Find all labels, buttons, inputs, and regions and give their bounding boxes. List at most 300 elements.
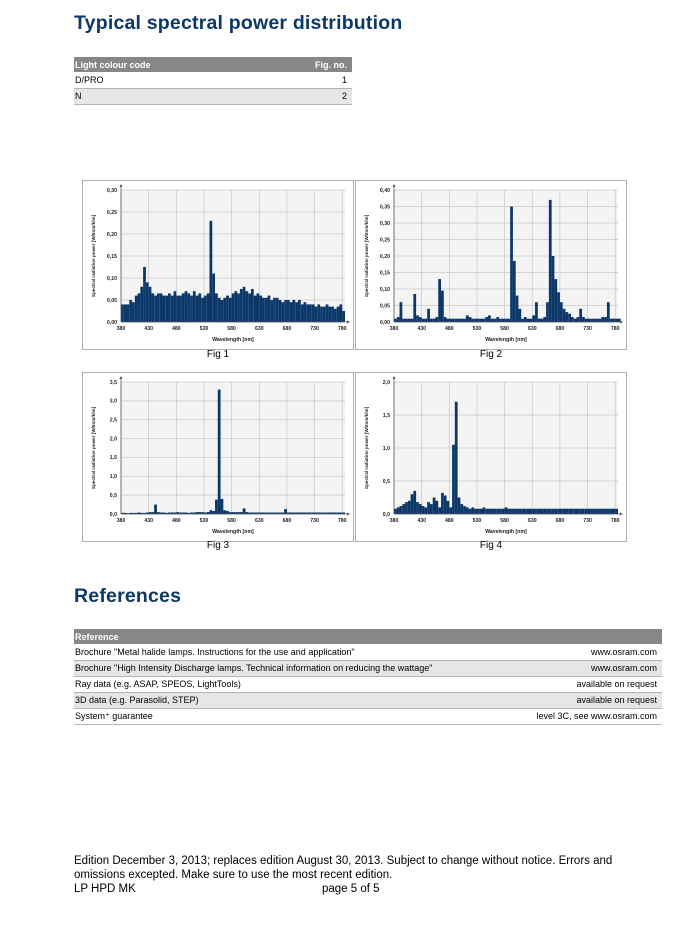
spectrum-bar [521,509,524,514]
chart-fig-4 [355,372,627,542]
spectrum-bar [201,298,204,322]
y-tick-label: 0,10 [379,286,390,293]
spectrum-bar [408,501,411,514]
spectrum-bar [209,510,212,514]
spectrum-bar [477,319,480,322]
spectrum-bar [574,319,577,322]
x-axis-title: Wavelength [nm] [212,337,254,343]
spectrum-bar [171,296,174,322]
spectrum-bar [455,402,458,514]
reference-value: available on request [509,692,662,708]
y-tick-label: 0,0 [109,511,117,518]
spectrum-bar [331,307,334,322]
spectrum-bar [502,319,505,322]
spectrum-bar [538,319,541,322]
spectrum-bar [488,509,491,514]
spectrum-bar [223,510,226,514]
reference-value: www.osram.com [509,644,662,660]
col-header-reference: Reference [74,629,662,644]
spectrum-bar [215,500,218,514]
y-axis-title: Spectral radiation power [W/5nm/klm] [91,214,96,298]
x-axis-title: Wavelength [nm] [485,529,527,535]
chart-fig-1 [82,180,354,350]
spectrum-bar [458,498,461,515]
spectrum-bar [563,509,566,514]
spectrum-bar [543,509,546,514]
spectrum-bar [342,311,345,322]
spectrum-bar [571,509,574,514]
x-tick-label: 530 [472,518,482,524]
spectrum-bar [471,319,474,322]
spectrum-bar [449,507,452,514]
spectrum-bar [320,307,323,322]
spectrum-bar [268,296,271,322]
spectrum-bar [411,319,414,322]
spectrum-bar [469,509,472,514]
spectrum-bar [301,304,304,322]
spectrum-bar [485,317,488,322]
spectrum-bar [480,509,483,514]
spectrum-bar [447,319,450,322]
col-header-light-colour-code: Light colour code [74,57,261,72]
spectrum-bar [469,317,472,322]
spectrum-bar [405,319,408,322]
spectrum-bar [546,302,549,322]
x-tick-label: 730 [583,326,592,332]
spectrum-bar [424,319,427,322]
spectrum-bar [527,319,530,322]
spectrum-bar [284,509,287,514]
spectrum-bar [435,317,438,322]
spectrum-bar [402,504,405,514]
x-tick-label: 630 [254,326,264,332]
x-tick-label: 780 [610,326,620,332]
spectrum-bar [543,317,546,322]
x-tick-label: 530 [199,518,209,524]
spectrum-bar [585,509,588,514]
x-tick-label: 530 [472,326,482,332]
spectrum-bar [430,504,433,514]
spectrum-bar [494,509,497,514]
spectrum-bar [143,267,146,322]
y-axis-arrow [120,184,123,187]
spectrum-bar [162,296,165,322]
spectrum-bar [507,319,510,322]
spectrum-bar [138,293,141,322]
table-row [74,676,662,692]
spectrum-bar [474,509,477,514]
x-tick-label: 680 [555,518,565,524]
light-colour-table [74,57,352,105]
x-tick-label: 480 [171,518,181,524]
spectrum-bar [565,509,568,514]
x-tick-label: 580 [227,326,236,332]
light-colour-code-cell: N [74,88,261,104]
spectrum-bar [610,319,613,322]
spectrum-bar [599,319,602,322]
spectrum-bar [149,287,152,322]
x-tick-label: 630 [254,518,264,524]
spectrum-bar [474,319,477,322]
spectrum-bar [411,494,414,514]
spectrum-bar [593,319,596,322]
x-tick-label: 680 [282,518,292,524]
x-tick-label: 680 [555,326,565,332]
spectrum-bar [480,319,483,322]
spectrum-bar [257,293,260,322]
spectrum-bar [312,304,315,322]
spectrum-bar [124,304,127,322]
spectrum-bar [447,501,450,514]
spectrum-bar [568,509,571,514]
spectrum-bar [221,499,224,514]
spectrum-bar [234,291,237,322]
spectrum-bar [527,509,530,514]
footer-doc-code: LP HPD MK [74,883,136,895]
spectrum-bar [496,317,499,322]
spectrum-bar [516,296,519,322]
spectrum-bar [129,300,132,322]
y-tick-label: 3,0 [109,398,117,405]
spectrum-bar [590,319,593,322]
y-tick-label: 3,5 [109,379,117,386]
spectrum-bar [259,296,262,322]
spectrum-bar [198,293,201,322]
spectrum-bar [615,319,618,322]
spectrum-bar [281,302,284,322]
x-tick-label: 680 [282,326,292,332]
spectrum-bar [577,317,580,322]
spectrum-bar [160,293,163,322]
y-tick-label: 1,0 [382,445,390,452]
spectrum-bar [458,319,461,322]
spectrum-bar [284,300,287,322]
spectrum-bar [218,298,221,322]
x-tick-label: 380 [116,326,126,332]
spectrum-bar [604,509,607,514]
spectrum-bar [279,300,282,322]
spectrum-bar [554,279,557,322]
spectrum-bar [499,319,502,322]
y-tick-label: 0,20 [106,231,117,238]
spectrum-bar [135,296,138,322]
y-tick-label: 0,15 [106,253,117,260]
x-tick-label: 630 [527,518,537,524]
spectrum-bar [339,304,342,322]
plot-area [121,382,345,514]
spectrum-bar [607,302,610,322]
y-axis-arrow [393,376,396,379]
spectrum-bar [552,256,555,322]
spectrum-bar [413,491,416,514]
y-tick-label: 2,0 [109,436,117,443]
spectrum-bar [323,307,326,322]
spectrum-bar [245,291,248,322]
spectrum-bar [190,296,193,322]
spectrum-bar [176,296,179,322]
spectrum-bar [588,319,591,322]
reference-value: level 3C, see www.osram.com [509,708,662,724]
spectrum-bar [482,507,485,514]
spectrum-bar [226,296,229,322]
x-tick-label: 530 [199,326,209,332]
spectrum-bar [218,390,221,514]
y-tick-label: 0,35 [379,204,390,211]
y-tick-label: 0,10 [106,275,117,282]
chart-svg-fig-1 [83,181,355,351]
spectrum-bar [607,509,610,514]
spectrum-bar [552,509,555,514]
spectrum-bar [397,507,400,514]
spectrum-bar [596,319,599,322]
y-tick-label: 0,5 [382,478,390,485]
reference-value: available on request [509,676,662,692]
spectrum-bar [549,200,552,322]
spectrum-bar [154,505,157,514]
spectrum-bar [204,296,207,322]
y-tick-label: 1,0 [109,474,117,481]
spectrum-bar [182,293,185,322]
x-tick-label: 380 [389,518,399,524]
chart-fig-3 [82,372,354,542]
y-tick-label: 0,00 [379,319,390,326]
spectrum-bar [265,298,268,322]
spectrum-bar [499,509,502,514]
spectrum-bar [585,319,588,322]
chart-svg-fig-2 [356,181,628,351]
spectrum-bar [615,509,618,514]
spectrum-bar [287,300,290,322]
spectrum-bar [538,509,541,514]
x-tick-label: 480 [171,326,181,332]
spectrum-bar [433,498,436,515]
spectrum-bar [422,506,425,514]
spectrum-bar [240,289,243,322]
reference-label: Brochure "Metal halide lamps. Instructions for the use and application" [74,644,509,660]
spectrum-bar [438,507,441,514]
spectrum-bar [612,319,615,322]
spectrum-bar [273,298,276,322]
x-tick-label: 780 [610,518,620,524]
reference-label: Brochure "High Intensity Discharge lamps. Technical information on reducing the wattage" [74,660,509,676]
spectrum-bar [237,293,240,322]
spectrum-bar [179,296,182,322]
spectrum-bar [408,319,411,322]
spectrum-bar [579,509,582,514]
spectrum-bar [243,287,246,322]
table-header-row [74,57,352,72]
x-tick-label: 430 [144,518,153,524]
spectrum-bar [577,509,580,514]
x-axis-arrow [620,513,623,516]
x-tick-label: 730 [310,326,319,332]
y-tick-label: 0,25 [379,237,390,244]
x-tick-label: 480 [444,326,454,332]
spectrum-bar [441,291,444,322]
y-tick-label: 2,0 [382,379,390,386]
spectrum-bar [435,501,438,514]
spectrum-bar [243,508,246,514]
spectrum-bar [430,319,433,322]
reference-label: System⁺ guarantee [74,708,509,724]
x-axis-arrow [620,321,623,324]
footer-edition-text: Edition December 3, 2013; replaces edition August 30, 2013. Subject to change without notice. Errors and omissions excepted. Make sure to use the most recent edition. [74,855,613,881]
spectrum-bar [146,282,149,322]
spectrum-bar [521,319,524,322]
spectrum-bar [209,221,212,322]
spectrum-bar [554,509,557,514]
y-tick-label: 0,30 [379,220,390,227]
spectrum-bar [223,298,226,322]
y-axis-title: Spectral radiation power [W/5nm/klm] [91,406,96,490]
y-tick-label: 0,0 [382,511,390,518]
y-axis-title: Spectral radiation power [W/5nm/klm] [364,214,369,298]
spectrum-bar [563,309,566,322]
spectrum-bar [601,509,604,514]
spectrum-bar [315,307,318,322]
x-tick-label: 580 [500,326,509,332]
spectrum-bar [438,279,441,322]
x-tick-label: 430 [144,326,153,332]
y-tick-label: 0,00 [106,319,117,326]
spectrum-bar [571,317,574,322]
spectrum-bar [413,294,416,322]
spectrum-bar [524,509,527,514]
spectrum-bar [221,300,224,322]
x-axis-title: Wavelength [nm] [212,529,254,535]
spectrum-bar [212,274,215,322]
spectrum-bar [212,511,215,514]
x-tick-label: 630 [527,326,537,332]
spectrum-bar [477,509,480,514]
spectrum-bar [452,319,455,322]
spectrum-bar [295,302,298,322]
spectrum-bar [496,509,499,514]
spectrum-bar [232,293,235,322]
spectrum-bar [419,504,422,514]
y-tick-label: 0,05 [106,297,117,304]
spectrum-bar [601,317,604,322]
x-tick-label: 430 [417,518,426,524]
spectrum-bar [185,291,188,322]
spectrum-bar [433,319,436,322]
x-tick-label: 730 [310,518,319,524]
spectrum-bar [402,319,405,322]
spectrum-bar [460,319,463,322]
spectrum-bar [549,509,552,514]
table-row [74,72,352,88]
spectrum-bar [546,509,549,514]
spectrum-bar [460,504,463,514]
spectrum-bar [574,509,577,514]
y-tick-label: 0,05 [379,303,390,310]
spectrum-bar [518,309,521,322]
table-row [74,692,662,708]
spectrum-bar [306,304,309,322]
spectrum-bar [610,509,613,514]
reference-value: www.osram.com [509,660,662,676]
spectrum-bar [604,317,607,322]
spectrum-bar [455,319,458,322]
table-header-row [74,629,662,644]
spectrum-bar [588,509,591,514]
y-axis-title: Spectral radiation power [W/5nm/klm] [364,406,369,490]
table-row [74,644,662,660]
spectrum-bar [466,507,469,514]
x-tick-label: 780 [337,326,347,332]
fig-caption-3: Fig 3 [206,540,230,551]
spectrum-bar [482,319,485,322]
spectrum-bar [494,319,497,322]
fig-no-cell: 2 [261,88,352,104]
spectrum-bar [510,207,513,323]
spectrum-bar [513,261,516,322]
spectrum-bar [541,319,544,322]
spectrum-bar [568,314,571,322]
spectrum-bar [582,317,585,322]
reference-label: 3D data (e.g. Parasolid, STEP) [74,692,509,708]
y-axis-arrow [120,376,123,379]
spectrum-bar [151,293,154,322]
spectrum-bar [488,315,491,322]
y-tick-label: 1,5 [109,455,117,462]
spectrum-bar [593,509,596,514]
spectrum-bar [485,509,488,514]
x-tick-label: 580 [500,518,509,524]
x-tick-label: 430 [417,326,426,332]
spectrum-bar [121,304,124,322]
light-colour-code-cell: D/PRO [74,72,261,88]
spectrum-bar [251,289,254,322]
spectrum-bar [174,291,177,322]
spectrum-bar [516,509,519,514]
spectrum-bar [207,293,210,322]
spectrum-bar [326,304,329,322]
fig-no-cell: 1 [261,72,352,88]
spectrum-bar [560,509,563,514]
spectrum-bar [560,302,563,322]
spectrum-bar [590,509,593,514]
spectrum-bar [505,507,508,514]
spectrum-bar [463,506,466,514]
table-row [74,88,352,104]
table-row [74,660,662,676]
spectrum-bar [419,317,422,322]
spectrum-bar [154,296,157,322]
spectrum-bar [463,319,466,322]
spectrum-bar [535,509,538,514]
spectrum-bar [127,304,130,322]
spectrum-bar [400,302,403,322]
spectrum-bar [612,509,615,514]
spectrum-bar [524,317,527,322]
spectrum-bar [557,509,560,514]
chart-svg-fig-4 [356,373,628,543]
spectrum-bar [518,509,521,514]
spectrum-bar [427,502,430,514]
spectrum-bar [599,509,602,514]
spectrum-bar [229,298,232,322]
x-tick-label: 380 [389,326,399,332]
spectrum-bar [187,293,190,322]
x-axis-arrow [347,321,350,324]
y-tick-label: 0,5 [109,492,117,499]
spectrum-bar [557,292,560,322]
spectrum-bar [276,298,279,322]
spectrum-bar [168,293,171,322]
spectral-heading: Typical spectral power distribution [74,12,403,34]
spectrum-bar [193,291,196,322]
